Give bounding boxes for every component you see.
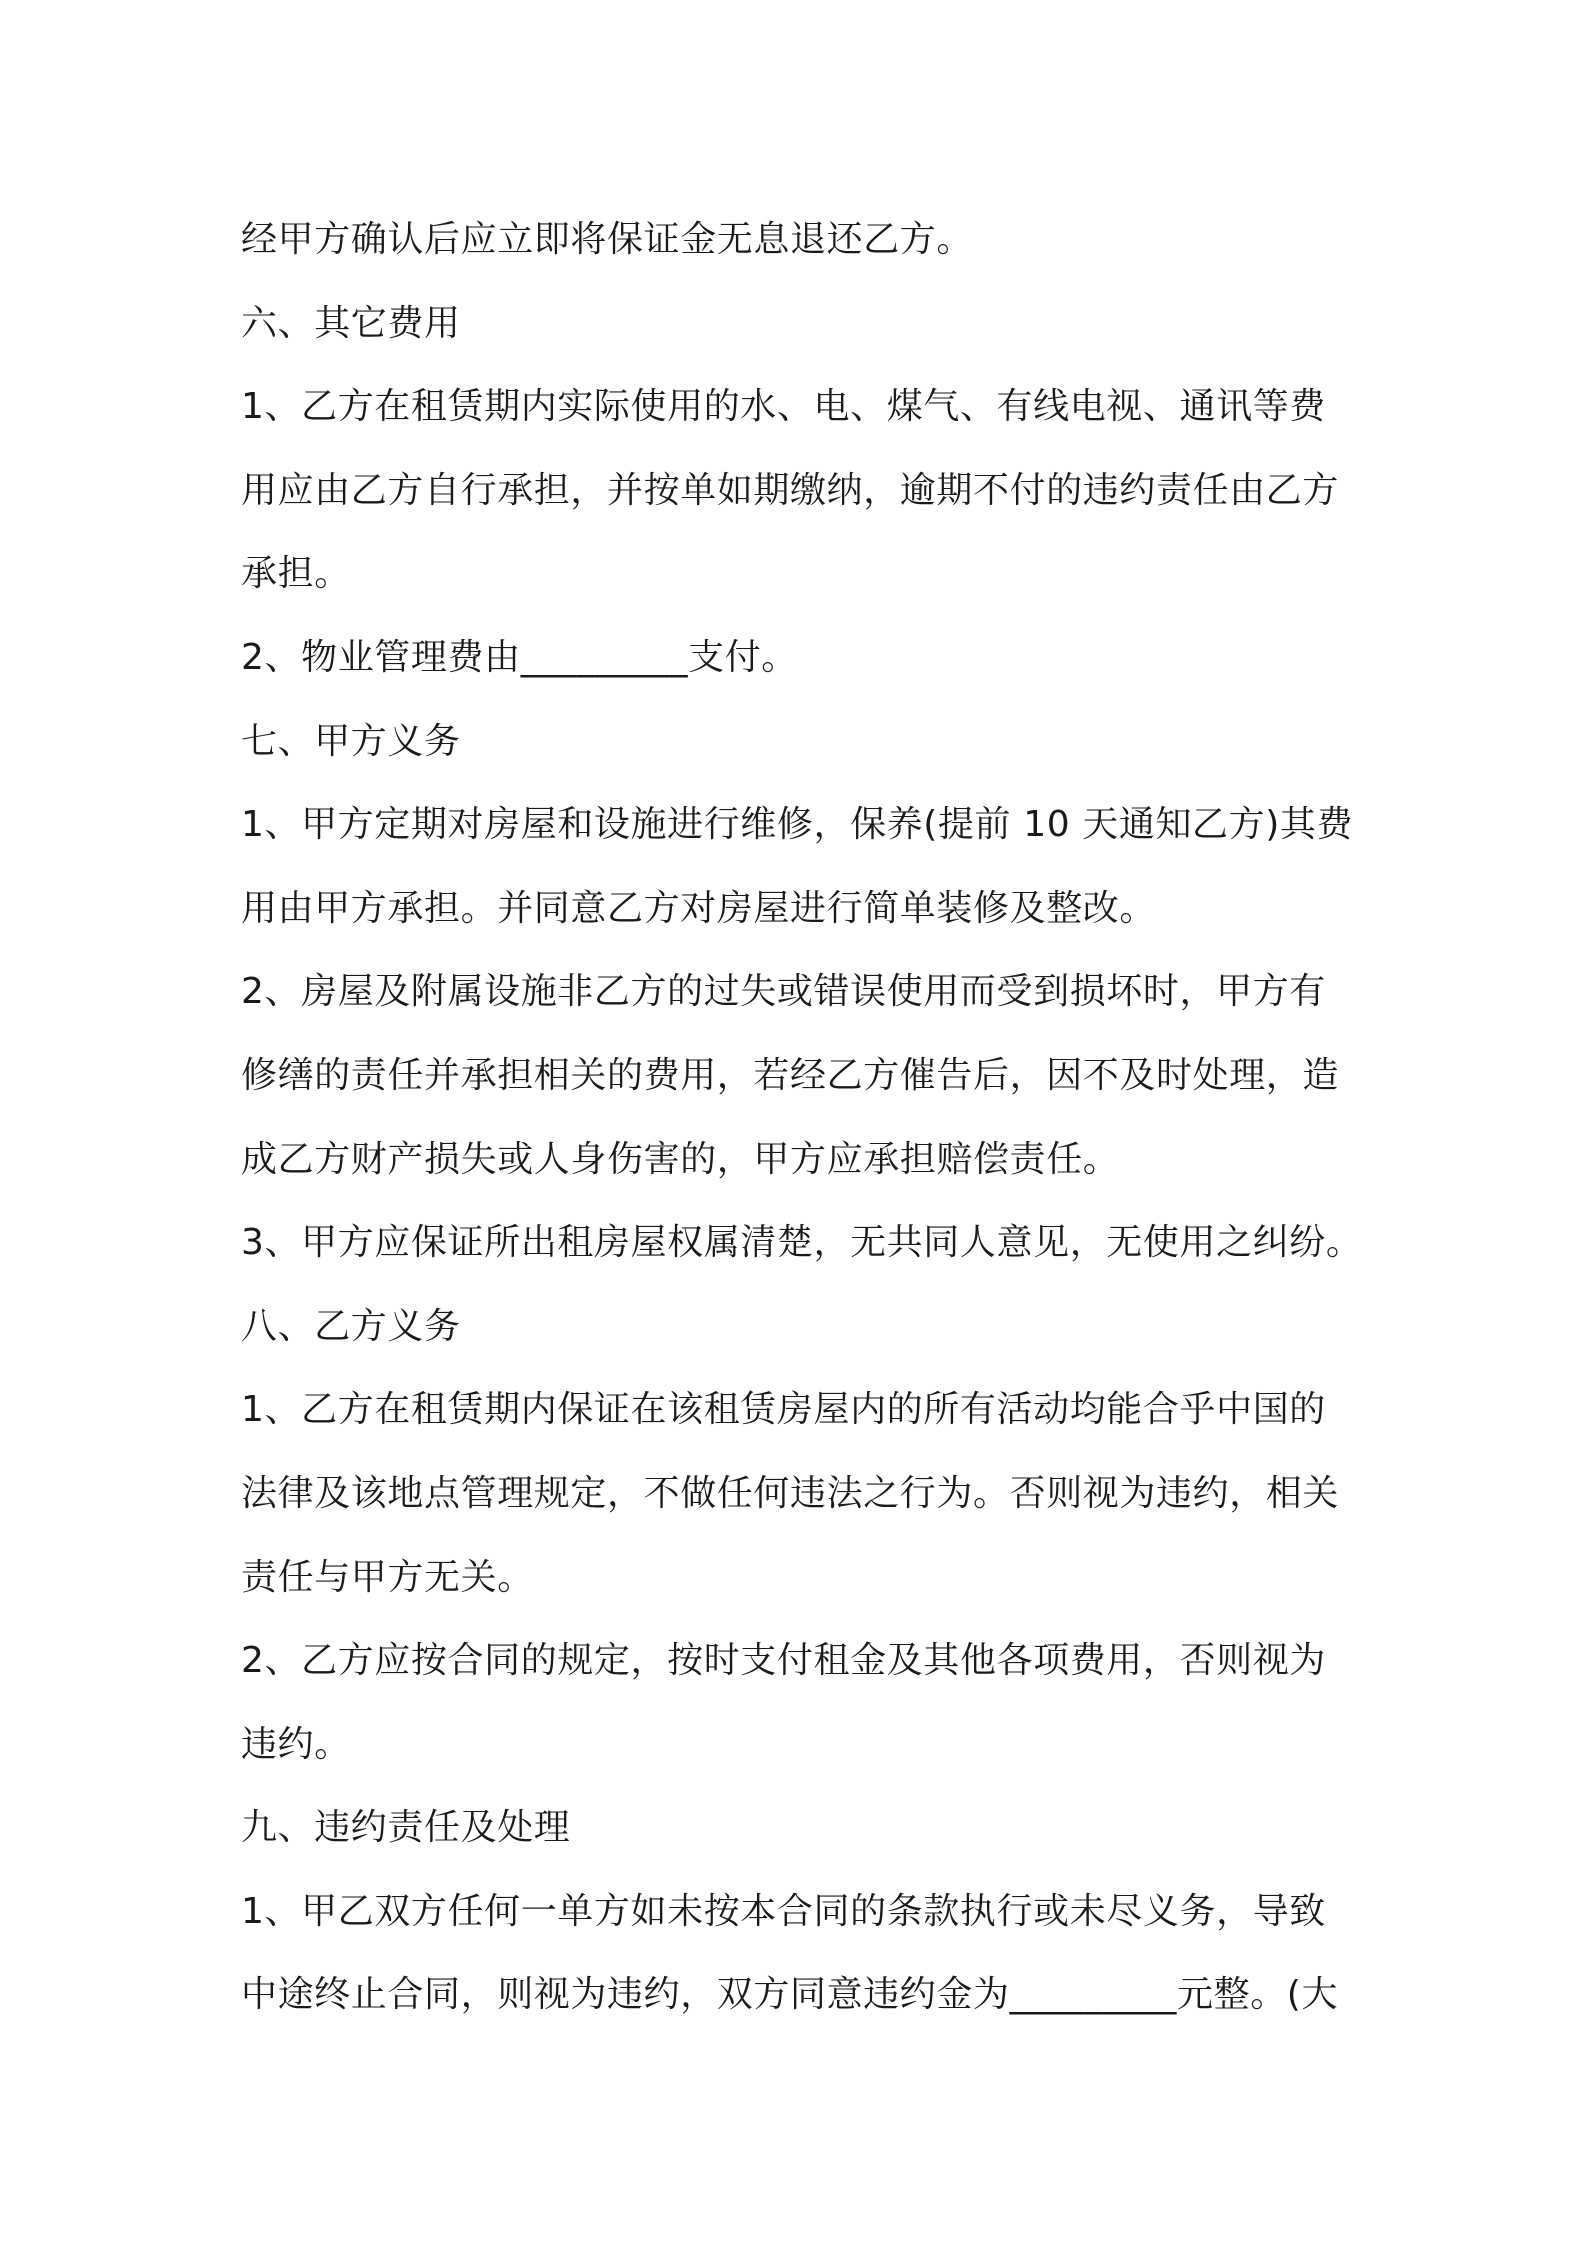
clause-line: 承担。: [241, 553, 351, 595]
clause-line: 1、乙方在租赁期内保证在该租赁房屋内的所有活动均能合乎中国的: [241, 1389, 1326, 1431]
clause-line: 用应由乙方自行承担，并按单如期缴纳，逾期不付的违约责任由乙方: [241, 469, 1340, 511]
clause-line: 责任与甲方无关。: [241, 1556, 534, 1598]
clause-line: 成乙方财产损失或人身伤害的，甲方应承担赔偿责任。: [241, 1138, 1120, 1180]
clause-line: 3、甲方应保证所出租房屋权属清楚，无共同人意见，无使用之纠纷。: [241, 1222, 1363, 1264]
clause-line: 用由甲方承担。并同意乙方对房屋进行简单装修及整改。: [241, 887, 1157, 929]
section-heading-party-a-obligations: 七、甲方义务: [241, 720, 461, 762]
clause-line: 2、物业管理费由_________支付。: [241, 636, 798, 678]
section-heading-other-fees: 六、其它费用: [241, 302, 461, 344]
clause-line: 违约。: [241, 1723, 351, 1765]
body-text-line: 经甲方确认后应立即将保证金无息退还乙方。: [241, 219, 974, 260]
clause-line: 2、房屋及附属设施非乙方的过失或错误使用而受到损坏时，甲方有: [241, 971, 1326, 1013]
clause-line: 1、甲乙双方任何一单方如未按本合同的条款执行或未尽义务，导致: [241, 1890, 1326, 1932]
clause-line: 1、乙方在租赁期内实际使用的水、电、煤气、有线电视、通讯等费: [241, 386, 1326, 428]
clause-line: 中途终止合同，则视为违约，双方同意违约金为_________元整。(大: [241, 1974, 1339, 2016]
clause-line: 2、乙方应按合同的规定，按时支付租金及其他各项费用，否则视为: [241, 1640, 1326, 1682]
section-heading-party-b-obligations: 八、乙方义务: [241, 1305, 461, 1347]
document-body: [241, 198, 1371, 2037]
clause-line: 修缮的责任并承担相关的费用，若经乙方催告后，因不及时处理，造: [241, 1054, 1340, 1096]
clause-line: 1、甲方定期对房屋和设施进行维修，保养(提前 10 天通知乙方)其费: [241, 804, 1354, 846]
section-heading-breach-liability: 九、违约责任及处理: [241, 1807, 571, 1849]
clause-line: 法律及该地点管理规定，不做任何违法之行为。否则视为违约，相关: [241, 1472, 1340, 1514]
